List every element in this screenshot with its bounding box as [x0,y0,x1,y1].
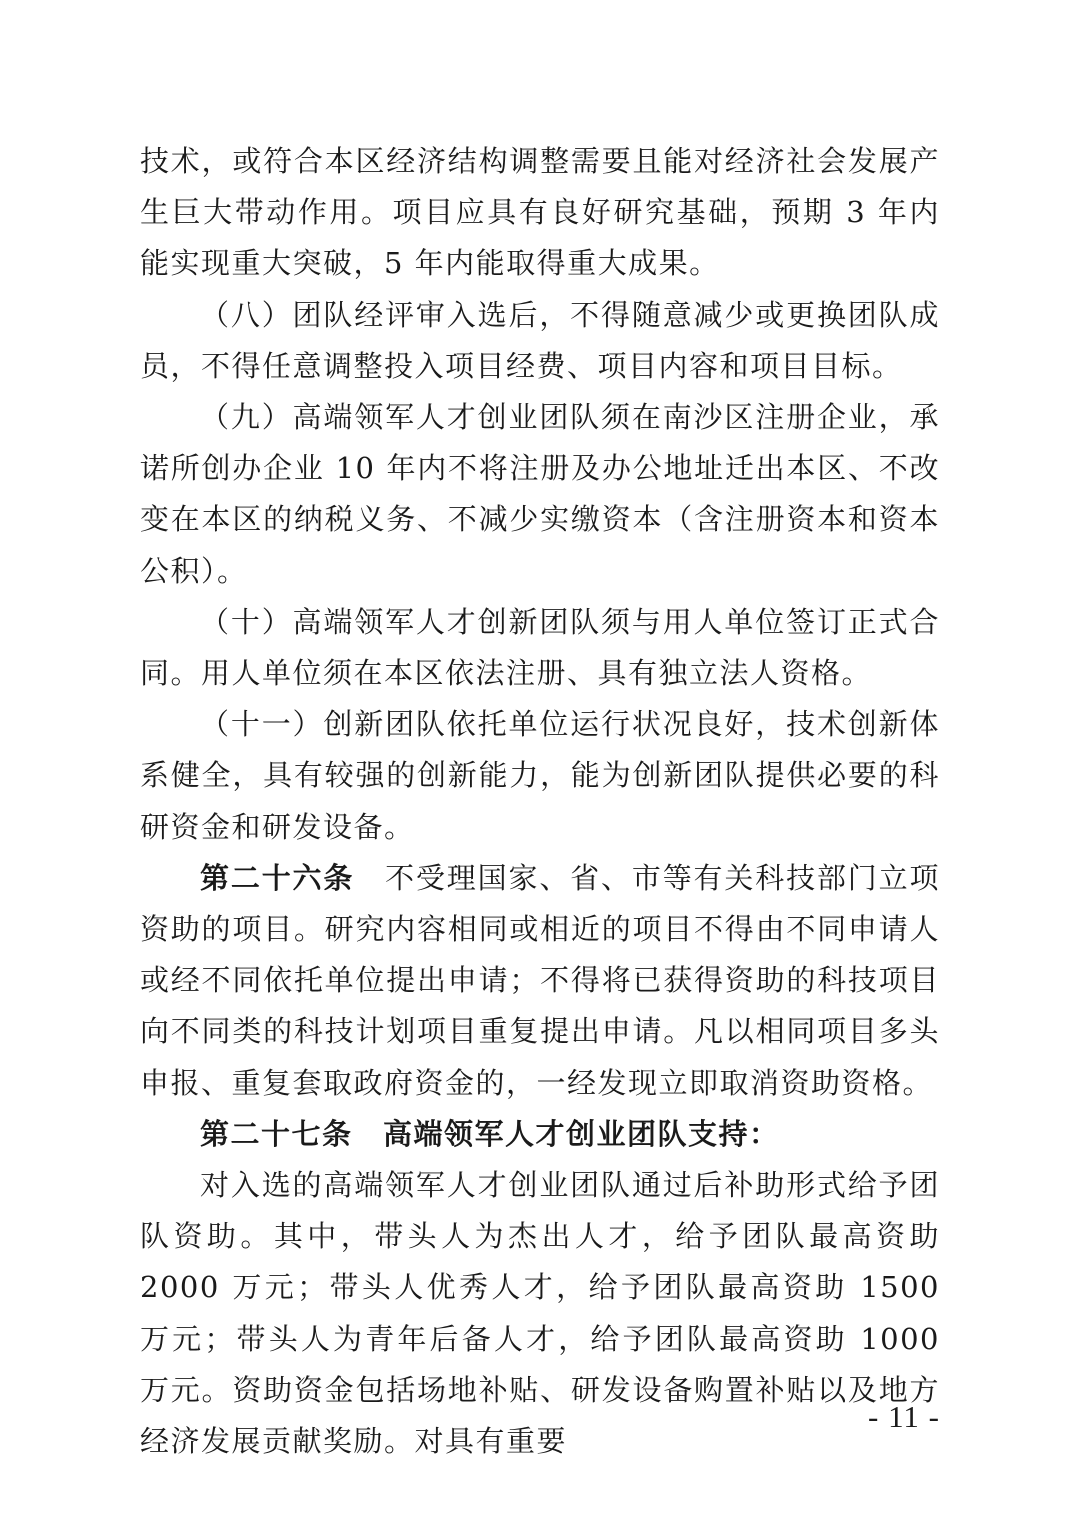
paragraph-continuation: 技术，或符合本区经济结构调整需要且能对经济社会发展产生巨大带动作用。项目应具有良好研究基础，预期 3 年内能实现重大突破，5 年内能取得重大成果。 [140,144,940,281]
document-body [140,136,940,1467]
page-number: - 11 - [868,1399,940,1434]
article-26-text: 不受理国家、省、市等有关科技部门立项资助的项目。研究内容相同或相近的项目不得由不同申请人或经不同依托单位提出申请；不得将已获得资助的科技项目向不同类的科技计划项目重复提出申请。凡以相同项目多头申报、重复套取政府资金的，一经发现立即取消资助资格。 [140,860,940,1100]
paragraph-item-9: （九）高端领军人才创业团队须在南沙区注册企业，承诺所创办企业 10 年内不将注册及办公地址迁出本区、不改变在本区的纳税义务、不减少实缴资本（含注册资本和资本公积）。 [140,400,940,588]
article-26-heading: 第二十六条 [200,860,355,895]
paragraph-item-10: （十）高端领军人才创新团队须与用人单位签订正式合同。用人单位须在本区依法注册、具有独立法人资格。 [140,604,940,691]
paragraph-item-8: （八）团队经评审入选后，不得随意减少或更换团队成员，不得任意调整投入项目经费、项目内容和项目目标。 [140,297,940,383]
article-27-heading: 第二十七条 [200,1116,353,1151]
article-27-paragraph [140,1109,940,1160]
article-26-paragraph [140,853,940,1109]
paragraph-item-11: （十一）创新团队依托单位运行状况良好，技术创新体系健全，具有较强的创新能力，能为创新团队提供必要的科研资金和研发设备。 [140,707,940,844]
article-27-text: 高端领军人才创业团队支持： [383,1116,780,1151]
paragraph-funding: 对入选的高端领军人才创业团队通过后补助形式给予团队资助。其中，带头人为杰出人才，给予团队最高资助 2000 万元；带头人优秀人才，给予团队最高资助 1500 万元；带头人为青年后备人才，给予团队最高资助 1000 万元。资助资金包括场地补贴、研发设备购置补贴以及地方经济发展贡献奖励。对具有重要 [140,1168,940,1459]
